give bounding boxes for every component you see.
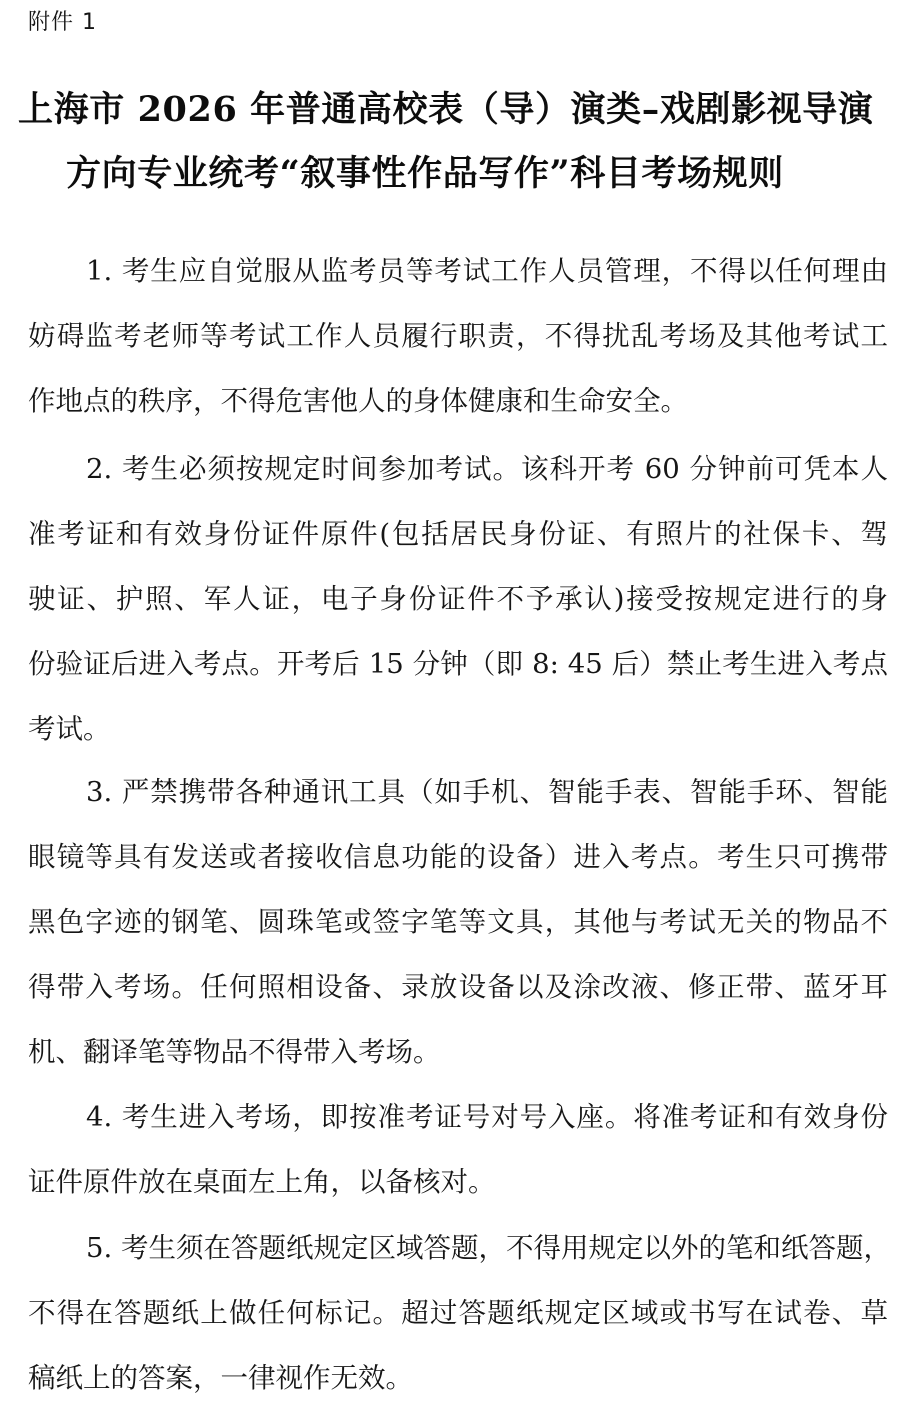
rule-1-line-3: 作地点的秩序，不得危害他人的身体健康和生命安全。	[28, 385, 688, 417]
rule-4-line-2: 证件原件放在桌面左上角，以备核对。	[28, 1166, 496, 1198]
rule-3-line-4: 得带入考场。任何照相设备、录放设备以及涂改液、修正带、蓝牙耳	[28, 971, 888, 1003]
rule-5-line-3: 稿纸上的答案，一律视作无效。	[28, 1362, 413, 1394]
rule-3-line-1: 3. 严禁携带各种通讯工具（如手机、智能手表、智能手环、智能	[86, 776, 888, 808]
rule-1-line-2: 妨碍监考老师等考试工作人员履行职责，不得扰乱考场及其他考试工	[28, 320, 888, 352]
document-title-line-2: 方向专业统考“叙事性作品写作”科目考场规则	[66, 153, 784, 194]
rule-3-line-3: 黑色字迹的钢笔、圆珠笔或签字笔等文具，其他与考试无关的物品不	[28, 906, 888, 938]
rule-3-line-5: 机、翻译笔等物品不得带入考场。	[28, 1036, 441, 1068]
rule-2-line-2: 准考证和有效身份证件原件(包括居民身份证、有照片的社保卡、驾	[28, 518, 888, 550]
rule-2-line-4: 份验证后进入考点。开考后 15 分钟（即 8: 45 后）禁止考生进入考点	[28, 648, 888, 680]
rule-2-line-5: 考试。	[28, 713, 111, 745]
rule-3-line-2: 眼镜等具有发送或者接收信息功能的设备）进入考点。考生只可携带	[28, 841, 888, 873]
rule-2-line-1: 2. 考生必须按规定时间参加考试。该科开考 60 分钟前可凭本人	[86, 453, 888, 485]
rule-4-line-1: 4. 考生进入考场，即按准考证号对号入座。将准考证和有效身份	[86, 1101, 888, 1133]
rule-2-line-3: 驶证、护照、军人证，电子身份证件不予承认)接受按规定进行的身	[28, 583, 888, 615]
rule-1-line-1: 1. 考生应自觉服从监考员等考试工作人员管理，不得以任何理由	[86, 255, 888, 287]
rule-5-line-1: 5. 考生须在答题纸规定区域答题，不得用规定以外的笔和纸答题，	[86, 1232, 891, 1264]
attachment-label: 附件 1	[28, 10, 97, 35]
rule-5-line-2: 不得在答题纸上做任何标记。超过答题纸规定区域或书写在试卷、草	[28, 1297, 888, 1329]
document-title-line-1: 上海市 2026 年普通高校表（导）演类–戏剧影视导演	[18, 89, 874, 130]
